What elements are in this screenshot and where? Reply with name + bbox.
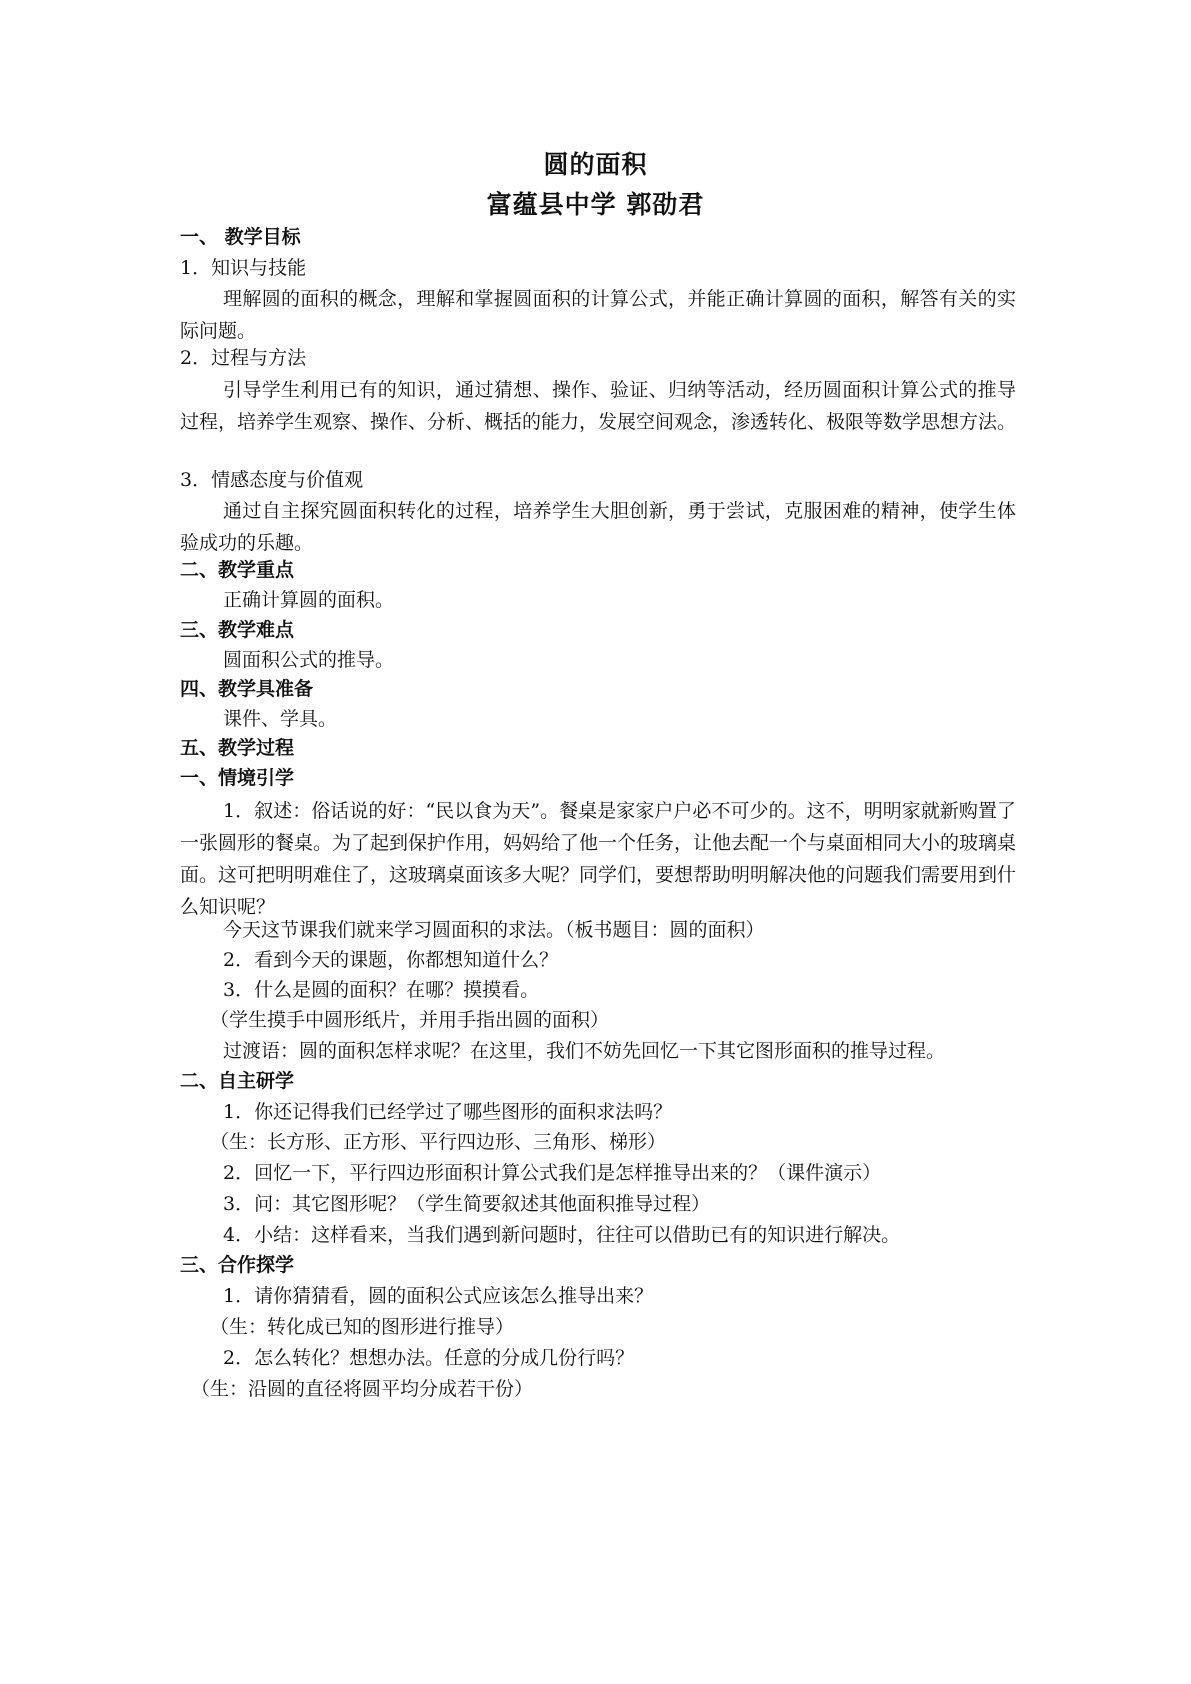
section-heading-difficulties: 三、教学难点 [180,619,295,641]
list-item: 4．小结：这样看来，当我们遇到新问题时，往往可以借助已有的知识进行解决。 [223,1224,901,1246]
subsection-heading: 2．过程与方法 [180,347,307,369]
subsection-heading-bold: 二、自主研学 [180,1070,295,1092]
list-item: （学生摸手中圆形纸片，并用手指出圆的面积） [210,1009,610,1031]
list-item: 1．你还记得我们已经学过了哪些图形的面积求法吗？ [223,1101,673,1123]
list-item: （生：长方形、正方形、平行四边形、三角形、梯形） [210,1131,667,1153]
paragraph: 1．叙述：俗话说的好：“民以食为天”。餐桌是家家户户必不可少的。这不，明明家就新购置了一张圆形的餐桌。为了起到保护作用，妈妈给了他一个任务，让他去配一个与桌面相同大小的玻璃桌面。这可把明明难住了，这玻璃桌面该多大呢？同学们，要想帮助明明解决他的问题我们需要用到什么知识呢？ [180,800,1017,918]
paragraph: 课件、学具。 [223,708,338,730]
section-heading-materials: 四、教学具准备 [180,678,314,700]
list-item: 3．问：其它图形呢？（学生简要叙述其他面积推导过程） [223,1193,711,1215]
subsection-heading-bold: 一、情境引学 [180,767,295,789]
list-item: 3．什么是圆的面积？在哪？摸摸看。 [223,979,540,1001]
paragraph: 正确计算圆的面积。 [223,589,395,611]
section-heading-process: 五、教学过程 [180,737,295,759]
paragraph: 引导学生利用已有的知识，通过猜想、操作、验证、归纳等活动，经历圆面积计算公式的推导过程，培养学生观察、操作、分析、概括的能力，发展空间观念，渗透转化、极限等数学思想方法。 [180,379,1017,433]
paragraph: 通过自主探究圆面积转化的过程，培养学生大胆创新，勇于尝试，克服困难的精神，使学生体验成功的乐趣。 [180,500,1016,554]
list-item: 2．回忆一下，平行四边形面积计算公式我们是怎样推导出来的？（课件演示） [223,1162,882,1184]
subsection-heading: 3．情感态度与价值观 [180,469,364,491]
section-heading-key-points: 二、教学重点 [180,559,295,581]
document-subtitle: 富蕴县中学 郭劭君 [486,190,705,219]
list-item: 1．请你猜猜看，圆的面积公式应该怎么推导出来？ [223,1285,654,1307]
section-heading-objectives: 一、 教学目标 [180,226,301,248]
paragraph: 今天这节课我们就来学习圆面积的求法。（板书题目：圆的面积） [223,919,765,941]
subsection-heading: 1．知识与技能 [180,257,307,279]
document-title: 圆的面积 [543,150,648,179]
list-item: 2．怎么转化？想想办法。任意的分成几份行吗？ [223,1347,635,1369]
paragraph: 理解圆的面积的概念，理解和掌握圆面积的计算公式，并能正确计算圆的面积，解答有关的实际问题。 [180,288,1016,342]
paragraph: 圆面积公式的推导。 [223,649,395,671]
list-item: （生：转化成已知的图形进行推导） [210,1316,515,1338]
paragraph: 过渡语：圆的面积怎样求呢？在这里，我们不妨先回忆一下其它图形面积的推导过程。 [223,1040,946,1062]
subsection-heading-bold: 三、合作探学 [180,1254,295,1276]
list-item: 2．看到今天的课题，你都想知道什么？ [223,949,559,971]
list-item: （生：沿圆的直径将圆平均分成若干份） [191,1378,534,1400]
